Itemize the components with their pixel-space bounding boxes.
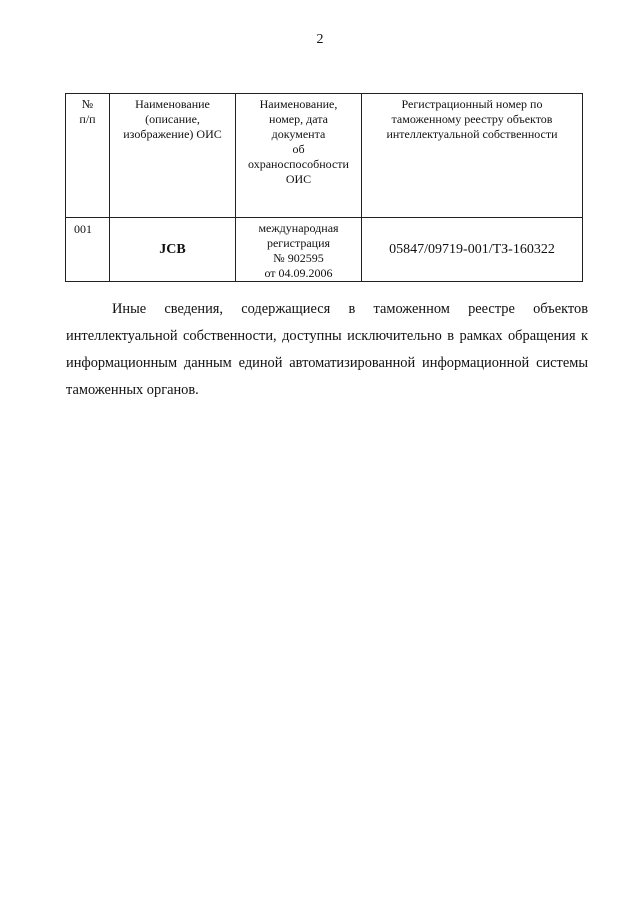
header-document [236, 94, 362, 218]
row-index: 001 [66, 218, 110, 282]
row-ois-name: JCB [110, 218, 236, 282]
header-name-line: изображение) ОИС [123, 127, 222, 141]
row-document-line: международная [258, 221, 339, 235]
header-index-line: п/п [79, 112, 96, 126]
header-name [110, 94, 236, 218]
table-header-row [66, 94, 583, 218]
header-name-line: (описание, [145, 112, 200, 126]
header-document-line: об [292, 142, 305, 156]
header-reg-number [362, 94, 583, 218]
header-index [66, 94, 110, 218]
header-name-line: Наименование [135, 97, 210, 111]
header-reg-number-line: интеллектуальной собственности [386, 127, 558, 141]
row-document [236, 218, 362, 282]
row-document-line: от 04.09.2006 [264, 266, 333, 280]
row-document-line: № 902595 [273, 251, 324, 265]
header-document-line: документа [271, 127, 326, 141]
header-document-line: Наименование, [259, 97, 338, 111]
page-number: 2 [316, 32, 324, 47]
header-document-line: охраноспособности [248, 157, 349, 171]
header-index-line: № [81, 97, 94, 111]
header-document-line: ОИС [285, 172, 312, 186]
row-reg-number: 05847/09719-001/ТЗ-160322 [362, 218, 583, 282]
note-paragraph: Иные сведения, содержащиеся в таможенном реестре объектов интеллектуальной собственности, доступны исключительно в рамках обращения к информационным данным единой автоматизированной информационной системы таможенных органов. [66, 301, 588, 398]
header-reg-number-line: таможенному реестру объектов [391, 112, 553, 126]
header-document-line: номер, дата [269, 112, 328, 126]
row-document-line: регистрация [266, 236, 331, 250]
registry-table [65, 93, 583, 282]
table-row [66, 218, 583, 282]
header-reg-number-line: Регистрационный номер по [401, 97, 543, 111]
